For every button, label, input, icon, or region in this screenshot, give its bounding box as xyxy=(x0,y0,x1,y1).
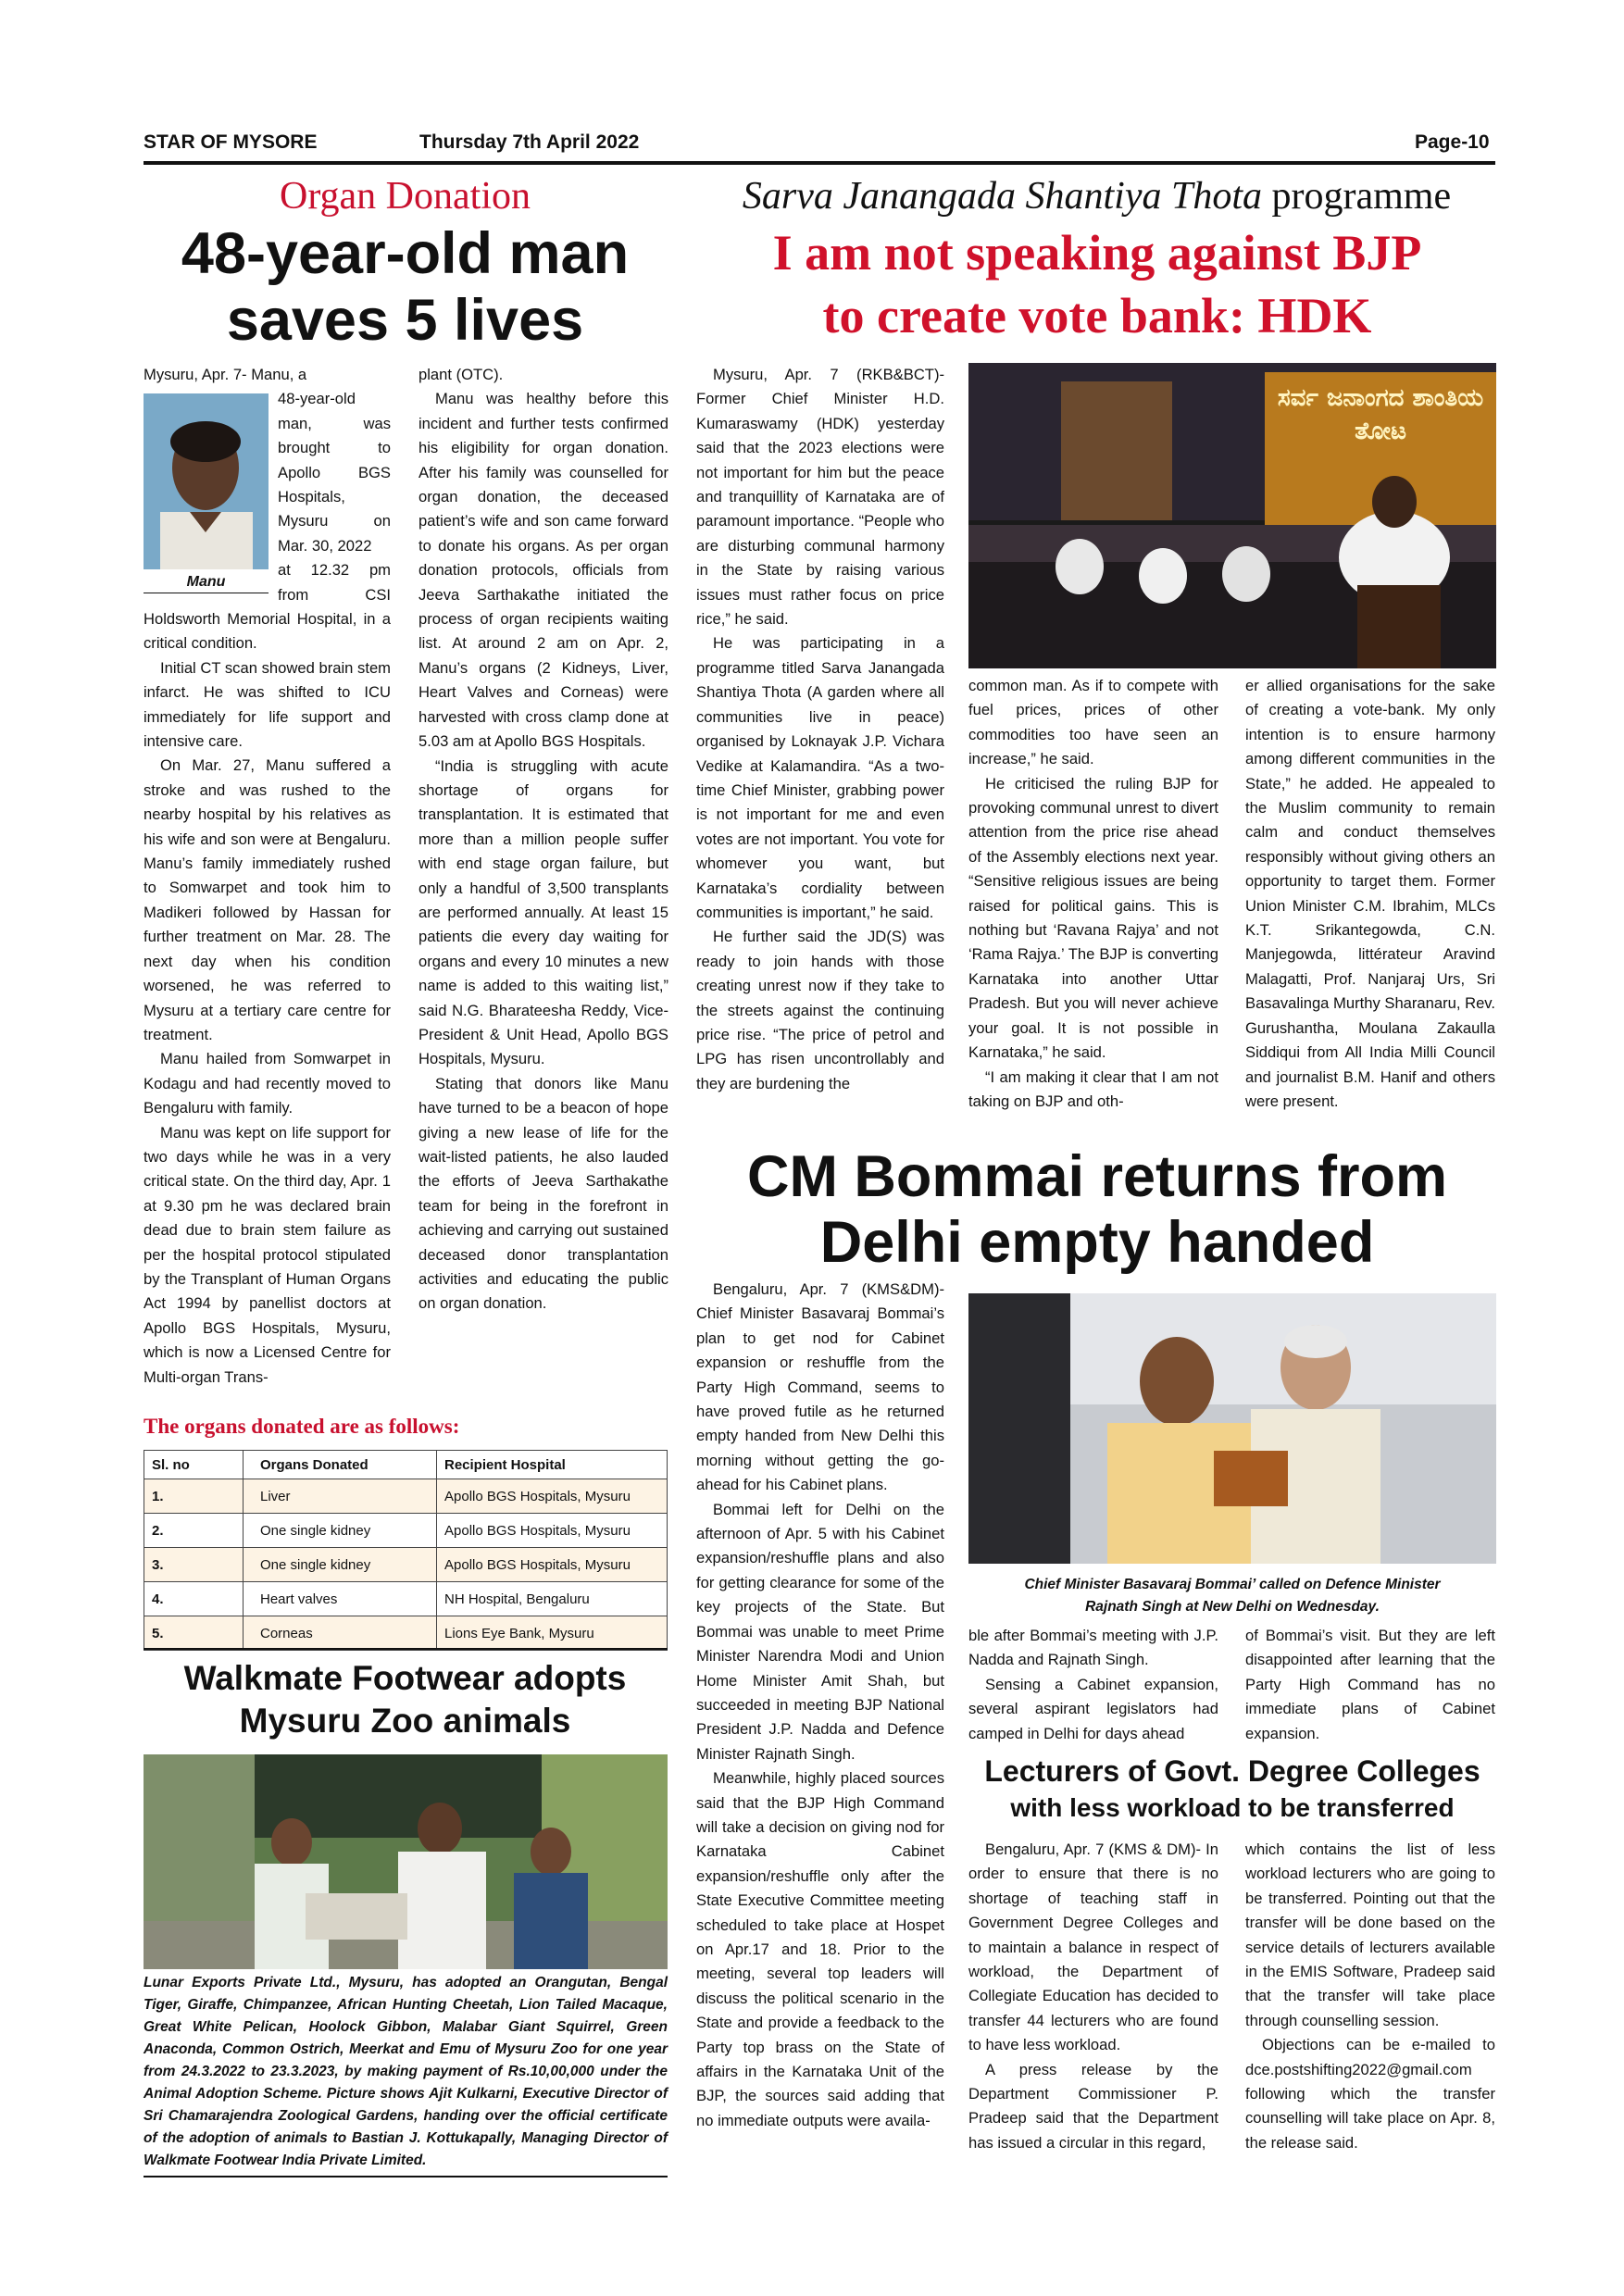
paragraph: Stating that donors like Manu have turned to be a beacon of hope giving a new lease of life for the wait-listed patients, he also lauded the efforts of Jeeva Sarthakathe team for being in the forefront in achieving and carrying out sustained deceased donor transplantation activities and educating the public on organ donation. xyxy=(418,1074,668,1313)
hdk-kicker-plain: programme xyxy=(1262,175,1452,218)
paragraph: He was participating in a programme titled Sarva Janangada Shantiya Thota (A garden where all communities live in peace) organised by Loknayak J.P. Vichara Vedike at Kalamandira. “As a two-time Chief Minister, grabbing power is not important for me and even votes are not important. You vote for whomever you want, but Karnataka’s cordiality between communities is important,” he said. xyxy=(696,634,944,921)
organ-intro-line: Mysuru on xyxy=(278,512,391,530)
organs-table-title: The organs donated are as follows: xyxy=(144,1415,460,1438)
table-cell: Liver xyxy=(244,1479,437,1514)
table-cell: One single kidney xyxy=(244,1514,437,1548)
organ-body-col1 xyxy=(144,607,391,1390)
paragraph: ble after Bommai’s meeting with J.P. Nadda and Rajnath Singh. xyxy=(968,1627,1218,1669)
paragraph: Manu was kept on life support for two days while he was in a very critical state. On the third day, Apr. 1 at 9.30 pm he was declared brain dead due to brain stem failure as per the hospital protocol stipulated by the Transplant of Human Organs Act 1994 by panellist doctors at Apollo BGS Hospitals, Mysuru, which is now a Licensed Centre for Multi-organ Trans- xyxy=(144,1123,391,1386)
table-cell: Apollo BGS Hospitals, Mysuru xyxy=(437,1548,668,1582)
table-cell: 2. xyxy=(144,1514,244,1548)
organ-intro-line: 48-year-old xyxy=(278,390,356,408)
paragraph: “India is struggling with acute shortage of organs for transplantation. It is estimated that more than a million people suffer with end stage organ failure, but only a handful of 3,500 transplants are performed annually. At least 15 patients die every day waiting for organs and every 10 minutes a new name is added to this waiting list,” said N.G. Bharateesha Reddy, Vice-President & Unit Head, Apollo BGS Hospitals, Mysuru. xyxy=(418,756,668,1068)
walkmate-caption: Lunar Exports Private Ltd., Mysuru, has adopted an Orangutan, Bengal Tiger, Giraffe, Chimpanzee, African Hunting Cheetah, Lion Tailed Macaque, Great White Pelican, Hoolock Gibbon, Malabar Giant Squirrel, Green Anaconda, Common Ostrich, Meerkat and Emu of Mysuru Zoo for one year from 24.3.2022 to 23.3.2023, by making payment of Rs.10,00,000 under the Animal Adoption Scheme. Picture shows Ajit Kulkarni, Executive Director of Sri Chamarajendra Zoological Gardens, handing over the official certificate of the adoption of animals to Bastian J. Kottukapally, Managing Director of Walkmate Footwear India Private Limited. xyxy=(144,1975,668,2168)
organ-intro-line: Hospitals, xyxy=(278,488,345,505)
table-header: Organs Donated xyxy=(244,1451,437,1479)
paragraph: “I am making it clear that I am not taking on BJP and oth- xyxy=(968,1067,1218,1110)
cm-headline-line2: Delhi empty handed xyxy=(819,1210,1375,1275)
paragraph: Meanwhile, highly placed sources said that the BJP High Command will take a decision on giving nod for Karnataka Cabinet expansion/reshuffle only after the State Executive Committee meeting scheduled to take place at Hospet on Apr.17 and 18. Prior to the meeting, several top leaders will discuss the political scenario in the State and provide a feedback to the Party top brass on the State of affairs in the Karnataka Unit of the BJP, the sources said adding that no immediate outputs were availa- xyxy=(696,1769,944,2129)
lecturers-body-col1 xyxy=(968,1838,1218,2155)
manu-photo-caption: Manu xyxy=(144,572,269,593)
hdk-kicker xyxy=(696,174,1497,218)
organ-kicker: Organ Donation xyxy=(279,175,531,218)
paragraph: Initial CT scan showed brain stem infarct. He was shifted to ICU immediately for life support and intensive care. xyxy=(144,658,391,751)
hdk-photo xyxy=(968,363,1496,668)
walkmate-photo xyxy=(144,1754,668,1969)
paragraph: Bengaluru, Apr. 7 (KMS & DM)- In order to ensure that there is no shortage of teaching staff in Government Degree Colleges and to maintain a balance in respect of workload, the Department of Collegiate Education has decided to transfer 44 lecturers who are found to have less workload. xyxy=(968,1841,1218,2054)
section-divider xyxy=(144,1648,668,1650)
paragraph: common man. As if to compete with fuel prices, prices of other commodities too have seen an increase,” he said. xyxy=(968,677,1218,768)
paragraph: Sensing a Cabinet expansion, several aspirant legislators had camped in Delhi for days ahead xyxy=(968,1675,1218,1742)
table-cell: 1. xyxy=(144,1479,244,1514)
lecturers-headline-line1: Lecturers of Govt. Degree Colleges xyxy=(984,1754,1480,1788)
hdk-headline-line2: to create vote bank: HDK xyxy=(822,288,1372,343)
page-number: Page-10 xyxy=(1415,131,1490,153)
cm-photo xyxy=(968,1293,1496,1564)
hdk-body-col2 xyxy=(968,674,1218,1114)
paragraph: plant (OTC). xyxy=(418,366,504,383)
hdk-photo-banner-text: ಸರ್ವ ಜನಾಂಗದ ಶಾಂತಿಯ ತೋಟ xyxy=(1277,384,1484,445)
paragraph: Manu hailed from Somwarpet in Kodagu and had recently moved to Bengaluru with family. xyxy=(144,1050,391,1117)
cm-body-col3 xyxy=(1245,1624,1495,1746)
organ-intro-line: Mysuru, Apr. 7- Manu, a xyxy=(144,366,307,383)
organ-intro-line: Mar. 30, 2022 xyxy=(278,536,372,555)
lecturers-headline-line2: with less workload to be transferred xyxy=(1010,1793,1455,1822)
hdk-kicker-italic: Sarva Janangada Shantiya Thota xyxy=(742,175,1263,218)
table-cell: 5. xyxy=(144,1616,244,1651)
walkmate-headline-line1: Walkmate Footwear adopts xyxy=(183,1659,627,1697)
organ-headline-line2: saves 5 lives xyxy=(226,288,584,353)
cm-headline-line1: CM Bommai returns from xyxy=(746,1144,1448,1209)
table-cell: One single kidney xyxy=(244,1548,437,1582)
lecturers-body-col2 xyxy=(1245,1838,1495,2155)
paragraph: of Bommai’s visit. But they are left disappointed after learning that the Party High Command has no immediate plans of Cabinet expansion. xyxy=(1245,1627,1495,1742)
table-cell: Heart valves xyxy=(244,1582,437,1616)
hdk-headline-line1: I am not speaking against BJP xyxy=(772,225,1422,281)
walkmate-headline-line2: Mysuru Zoo animals xyxy=(239,1702,571,1740)
table-row xyxy=(144,1479,668,1514)
cm-caption-line1: Chief Minister Basavaraj Bommai’ called on Defence Minister xyxy=(1024,1577,1441,1592)
organ-intro-line: man, was xyxy=(278,414,391,432)
table-row xyxy=(144,1616,668,1651)
paragraph: He further said the JD(S) was ready to join hands with those creating unrest now if they take to the streets against the continuing price rise. “The price of petrol and LPG has risen uncontrollably and they are burdening the xyxy=(696,928,944,1092)
paragraph: He criticised the ruling BJP for provoking communal unrest to divert attention from the price rise ahead of the Assembly elections next year. “Sensitive religious issues are being raised for political gains. This is nothing but ‘Ravana Rajya’ and not ‘Rama Rajya.’ The BJP is converting Karnataka into another Uttar Pradesh. But you will never achieve your goal. It is not possible in Karnataka,” he said. xyxy=(968,774,1218,1062)
paragraph: On Mar. 27, Manu suffered a stroke and was rushed to the nearby hospital by his relatives as his wife and son were at Bengaluru. Manu’s family immediately rushed to Somwarpet and took him to Madikeri followed by Hassan for further treatment on Mar. 28. The next day when his condition worsened, he was referred to Mysuru at a tertiary care centre for treatment. xyxy=(144,756,391,1043)
issue-date: Thursday 7th April 2022 xyxy=(419,131,640,153)
table-row xyxy=(144,1548,668,1582)
section-divider xyxy=(144,2176,668,2177)
table-header: Recipient Hospital xyxy=(437,1451,668,1479)
organ-intro-line: Apollo BGS xyxy=(278,463,391,481)
masthead-rule xyxy=(144,161,1495,165)
paragraph: er allied organisations for the sake of creating a vote-bank. My only intention is to ensure harmony among different communities in the State,” he added. He appealed to the Muslim community to remain calm and conduct themselves responsibly without giving others an opportunity to target them. Former Union Minister C.M. Ibrahim, MLCs K.T. Srikantegowda, C.N. Manjegowda, littérateur Aravind Malagatti, Prof. Nanjaraj Urs, Sri Basavalinga Murthy Sharanaru, Rev. Gurushantha, Moulana Zakaulla Siddiqui from All India Milli Council and journalist B.M. Hanif and others were present. xyxy=(1245,677,1495,1110)
cm-body-col2 xyxy=(968,1624,1218,1746)
table-cell: NH Hospital, Bengaluru xyxy=(437,1582,668,1616)
organ-intro-line: at 12.32 pm xyxy=(278,561,391,580)
table-cell: Apollo BGS Hospitals, Mysuru xyxy=(437,1514,668,1548)
paragraph: Mysuru, Apr. 7 (RKB&BCT)- Former Chief Minister H.D. Kumaraswamy (HDK) yesterday said that the 2023 elections were not important for him but the peace and tranquillity of Karnataka are of paramount importance. “People who are disturbing communal harmony in the State by raising various issues must rather focus on price rice,” he said. xyxy=(696,366,944,629)
table-cell: 4. xyxy=(144,1582,244,1616)
table-cell: Corneas xyxy=(244,1616,437,1651)
cm-body-col1 xyxy=(696,1278,944,2133)
paragraph: A press release by the Department Commissioner P. Pradeep said that the Department has issued a circular in this regard, xyxy=(968,2060,1218,2152)
organ-intro-line: brought to xyxy=(278,439,391,457)
organ-intro-line: from CSI xyxy=(278,585,391,604)
table-cell: 3. xyxy=(144,1548,244,1582)
paragraph: Bommai left for Delhi on the afternoon of Apr. 5 with his Cabinet expansion/reshuffle plans and also for getting clearance for some of the key projects of the State. But Bommai was unable to meet Prime Minister Narendra Modi and Union Home Minister Amit Shah, but succeeded in meeting BJP National President J.P. Nadda and Defence Minister Rajnath Singh. xyxy=(696,1500,944,1763)
cm-caption-line2: Rajnath Singh at New Delhi on Wednesday. xyxy=(1085,1599,1380,1615)
table-header: Sl. no xyxy=(144,1451,244,1479)
table-row xyxy=(144,1582,668,1616)
organ-body-col2 xyxy=(418,363,668,1316)
paragraph: Holdsworth Memorial Hospital, in a critical condition. xyxy=(144,610,391,653)
paragraph: which contains the list of less workload lecturers who are going to be transferred. Pointing out that the transfer will be done based on the service details of lecturers available in the EMIS Software, Pradeep said that the transfer will take place through counselling session. xyxy=(1245,1841,1495,2029)
table-cell: Apollo BGS Hospitals, Mysuru xyxy=(437,1479,668,1514)
table-cell: Lions Eye Bank, Mysuru xyxy=(437,1616,668,1651)
hdk-body-col3 xyxy=(1245,674,1495,1114)
organs-table xyxy=(144,1450,668,1651)
organ-headline-line1: 48-year-old man xyxy=(181,221,630,286)
paragraph: Bengaluru, Apr. 7 (KMS&DM)- Chief Minister Basavaraj Bommai’s plan to get nod for Cabinet expansion or reshuffle from the Party High Command, seems to have proved futile as he returned empty handed from New Delhi this morning without getting the go-ahead for his Cabinet plans. xyxy=(696,1280,944,1494)
table-header-row xyxy=(144,1451,668,1479)
table-row xyxy=(144,1514,668,1548)
paper-name: STAR OF MYSORE xyxy=(144,131,318,153)
manu-photo xyxy=(144,393,269,569)
paragraph: Objections can be e-mailed to dce.postshifting2022@gmail.com following which the transfer counselling will take place on Apr. 8, the release said. xyxy=(1245,2036,1495,2152)
paragraph: Manu was healthy before this incident and further tests confirmed his eligibility for organ donation. After his family was counselled for organ donation, the deceased patient’s wife and son came forward to donate his organs. As per organ donation protocols, officials from Jeeva Sarthakathe initiated the process of organ recipients waiting list. At around 2 am on Apr. 2, Manu’s organs (2 Kidneys, Liver, Heart Valves and Corneas) were harvested with cross clamp done at 5.03 am at Apollo BGS Hospitals. xyxy=(418,390,668,751)
hdk-body-col1 xyxy=(696,363,944,1096)
